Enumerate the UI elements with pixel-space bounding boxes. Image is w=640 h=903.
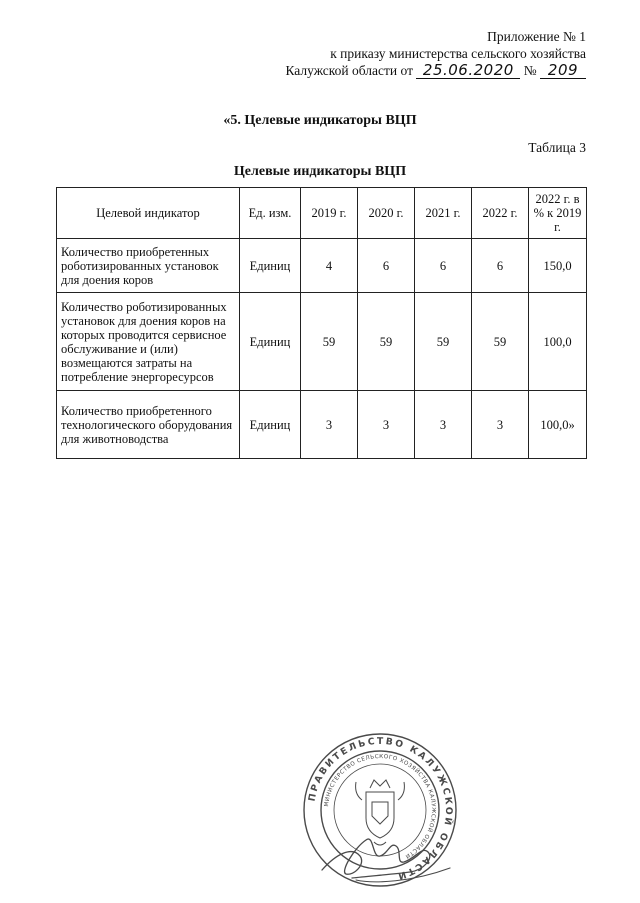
- order-line: к приказу министерства сельского хозяйства: [330, 46, 586, 61]
- table-header-row: [57, 188, 587, 239]
- unit-cell: Единиц: [240, 391, 301, 459]
- region-date-prefix: Калужской области от: [285, 63, 413, 78]
- handwritten-number: 209: [540, 63, 586, 79]
- indicator-name: Количество приобретенных роботизированных установок для доения коров: [57, 239, 240, 293]
- value-2022: 3: [472, 391, 529, 459]
- value-2021: 6: [415, 239, 472, 293]
- col-2019: 2019 г.: [301, 188, 358, 239]
- appendix-line: Приложение № 1: [487, 29, 586, 44]
- col-2022: 2022 г.: [472, 188, 529, 239]
- table-row: [57, 391, 587, 459]
- value-2022: 6: [472, 239, 529, 293]
- percent-cell: 100,0: [529, 293, 587, 391]
- stamp-outer-text: ПРАВИТЕЛЬСТВО КАЛУЖСКОЙ ОБЛАСТИ: [306, 735, 455, 882]
- col-percent: 2022 г. в % к 2019 г.: [529, 188, 587, 239]
- value-2020: 59: [358, 293, 415, 391]
- section-title: «5. Целевые индикаторы ВЦП: [223, 113, 417, 128]
- table-title: Целевые индикаторы ВЦП: [233, 164, 407, 179]
- col-indicator: Целевой индикатор: [57, 188, 240, 239]
- stamp-inner-text: МИНИСТЕРСТВО СЕЛЬСКОГО ХОЗЯЙСТВА КАЛУЖСКОЙ ОБЛАСТИ: [324, 753, 437, 860]
- region-date-line: [285, 62, 586, 79]
- appendix-header: [285, 28, 586, 79]
- value-2021: 59: [415, 293, 472, 391]
- value-2019: 3: [301, 391, 358, 459]
- unit-cell: Единиц: [240, 293, 301, 391]
- percent-cell: 100,0»: [529, 391, 587, 459]
- official-stamp-icon: [300, 730, 460, 895]
- number-sign: №: [523, 63, 537, 78]
- percent-cell: 150,0: [529, 239, 587, 293]
- svg-text:МИНИСТЕРСТВО СЕЛЬСКОГО ХОЗЯЙСТ: [324, 754, 436, 859]
- value-2019: 59: [301, 293, 358, 391]
- col-2021: 2021 г.: [415, 188, 472, 239]
- indicator-name: Количество приобретенного технологического оборудования для животноводства: [57, 391, 240, 459]
- indicator-name: Количество роботизированных установок для доения коров на которых проводится сервисное обслуживание и (или) возмещаются затраты на потребление энергоресурсов: [57, 293, 240, 391]
- value-2020: 3: [358, 391, 415, 459]
- table-row: [57, 293, 587, 391]
- col-unit: Ед. изм.: [240, 188, 301, 239]
- table-ref: Таблица 3: [528, 140, 586, 155]
- col-2020: 2020 г.: [358, 188, 415, 239]
- value-2020: 6: [358, 239, 415, 293]
- table-row: [57, 239, 587, 293]
- value-2022: 59: [472, 293, 529, 391]
- unit-cell: Единиц: [240, 239, 301, 293]
- handwritten-date: 25.06.2020: [416, 63, 520, 79]
- indicators-table: [56, 187, 587, 459]
- value-2019: 4: [301, 239, 358, 293]
- value-2021: 3: [415, 391, 472, 459]
